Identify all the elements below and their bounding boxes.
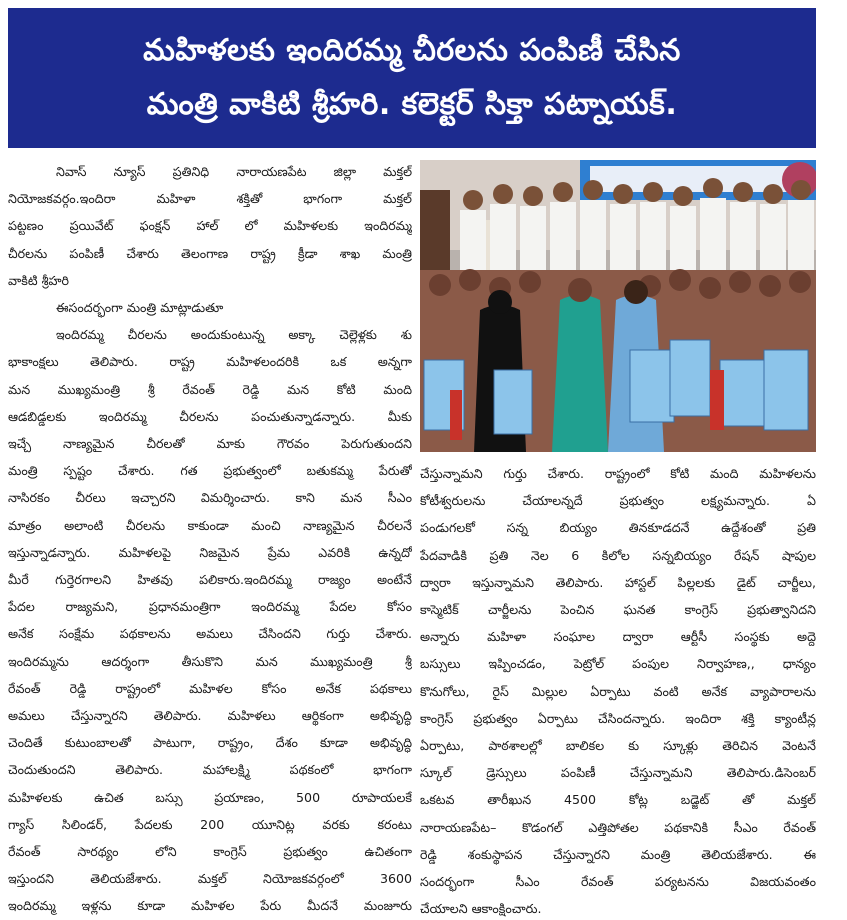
article-line: అన్నారు మహిళా సంఘాల ద్వారా ఆర్టీసీ సంస్థకు అద్దె [420, 629, 816, 645]
article-line: నాసిరకం చీరలు ఇచ్చారని విమర్శించారు. కాని మన సీఎం [8, 490, 412, 506]
article-line: ఈసందర్భంగా మంత్రి మాట్లాడుతూ [56, 300, 224, 316]
article-line: నారాయణపేట– కొడంగల్ ఎత్తిపోతల పథకానికి సీఎం రేవంత్ [420, 819, 816, 835]
headline-line-2: మంత్రి వాకిటి శ్రీహరి. కలెక్టర్ సిక్తా పట్నాయక్. [146, 87, 678, 122]
article-line: ఒకటవ తారీఖున 4500 కోట్ల బడ్జెట్ తో మక్తల్ [420, 792, 816, 808]
headline-line-1: మహిళలకు ఇందిరమ్మ చీరలను పంపిణీ చేసిన [143, 33, 681, 68]
article-line: ఇచ్చే నాణ్యమైన చీరలతో మాకు గౌరవం పెరుగుతుందని [8, 436, 412, 452]
article-line: భాకాంక్షలు తెలిపారు. రాష్ట్ర మహిళలందరికి ఒక అన్నగా [8, 354, 412, 370]
article-line: ఇస్తున్నాడన్నారు. మహిళలపై నిజమైన ప్రేమ ఎవరికి ఉన్నదో [8, 544, 412, 560]
article-line: మన ముఖ్యమంత్రి శ్రీ రేవంత్ రెడ్డి మన కోటి మంది [8, 381, 412, 397]
article-line: బస్సులు ఇప్పించడం, పెట్రోల్ పంపుల నిర్వాహణ,, ధాన్యం [420, 656, 816, 672]
article-line: ఇస్తుందని తెలియజేశారు. మక్తల్ నియోజకవర్గంలో 3600 [8, 871, 412, 887]
article-line: మాత్రం అలాంటి చీరలను కాకుండా మంచి నాణ్యమైన చీరలనే [8, 517, 412, 533]
article-left-column [8, 158, 412, 920]
article-line: అనేక సంక్షేమ పథకాలను అమలు చేసిందని గుర్తు చేశారు. [8, 626, 412, 642]
article-line: చీరలను పంపిణీ చేశారు తెలంగాణ రాష్ట్ర క్రీడా శాఖ మంత్రి [8, 245, 412, 261]
article-line: ఏర్పాటు, పాఠశాలల్లో బాలికల కు స్కూళ్లు తెరిచిన వెంటనే [420, 738, 816, 754]
article-line: గ్యాస్ సిలిండర్, పేదలకు 200 యూనిట్ల వరకు కరంటు [8, 816, 412, 832]
article-line: రెడ్డి శంకుస్థాపన చేస్తున్నారని మంత్రి తెలియజేశారు. ఈ [420, 846, 816, 862]
article-line: స్కూల్ డ్రెస్సులు పంపిణీ చేస్తున్నామని తెలిపారు.డిసెంబర్ [420, 765, 816, 781]
article-line: పేదల రాజ్యమని, ప్రధానమంత్రిగా ఇందిరమ్మ పేదల కోసం [8, 599, 412, 615]
article-line: రేవంత్ సారథ్యం లోని కాంగ్రెస్ ప్రభుత్వం ఉచితంగా [8, 844, 412, 860]
article-line: పండుగలకో సన్న బియ్యం తినకూడదనే ఉద్దేశంతో ప్రతి [420, 520, 816, 536]
article-line: పట్టణం ప్రయివేట్ ఫంక్షన్ హాల్ లో మహిళలకు ఇందిరమ్మ [8, 218, 412, 234]
article-line: ద్వారా ఇస్తున్నామని తెలిపారు. హాస్టల్ పిల్లలకు డైట్ చార్జీలు, [420, 574, 816, 590]
article-line: చేస్తున్నామని గుర్తు చేశారు. రాష్ట్రంలో కోటి మంది మహిళలను [420, 466, 816, 481]
article-line: మంత్రి స్పష్టం చేశారు. గత ప్రభుత్వంలో బతుకమ్మ పేరుతో [8, 463, 412, 479]
article-line: పేదవాడికి ప్రతి నెల 6 కిలోల సన్నబియ్యం రేషన్ షాపుల [420, 547, 816, 563]
article-line: మహిళలకు ఉచిత బస్సు ప్రయాణం, 500 రూపాయలకే [8, 789, 412, 805]
article-line: ఆడబిడ్డలకు ఇందిరమ్మ చీరలను పంచుతున్నాడన్నారు. మీకు [8, 408, 412, 424]
article-line: ఇందిరమ్మ చీరలను అందుకుంటున్న అక్కా చెల్లెళ్లకు శు [56, 327, 412, 343]
article-line: సందర్భంగా సీఎం రేవంత్ పర్యటనను విజయవంతం [420, 874, 816, 890]
article-line: ఇందిరమ్మ ఇళ్లను కూడా మహిళల పేరు మీదనే మంజూరు [8, 898, 412, 914]
article-line: రేవంత్ రెడ్డి రాష్ట్రంలో మహిళల కోసం అనేక పథకాలు [8, 680, 412, 696]
article-line: చెందుతుందని తెలిపారు. మహాలక్ష్మి పథకంలో భాగంగా [8, 762, 412, 778]
article-line: వాకిటి శ్రీహరి [8, 272, 69, 288]
event-photo-illustration [420, 160, 816, 452]
article-right-column [420, 460, 816, 920]
article-line: నివాస్ న్యూస్ ప్రతినిధి నారాయణపేట జిల్లా మక్తల్ [56, 164, 412, 179]
article-line: అమలు చేస్తున్నారని తెలిపారు. మహిళలు ఆర్థికంగా అభివృద్ధి [8, 708, 412, 724]
article-line: కొనుగోలు, రైస్ మిల్లుల ఏర్పాటు వంటి అనేక వ్యాపారాలను [420, 683, 816, 699]
article-line: నియోజకవర్గం.ఇందిరా మహిళా శక్తితో భాగంగా మక్తల్ [8, 191, 412, 207]
article-line: ఇందిరమ్మను ఆదర్శంగా తీసుకొని మన ముఖ్యమంత్రి శ్రీ [8, 653, 412, 669]
article-line: చెందితే కుటుంబాలతో పాటుగా, రాష్ట్రం, దేశం కూడా అభివృద్ధి [8, 735, 412, 751]
article-line: చేయాలని ఆకాంక్షించారు. [420, 901, 542, 917]
article-line: కాంగ్రెస్ ప్రభుత్వం ఏర్పాటు చేసిందన్నారు. ఇందిరా శక్తి క్యాంటీన్ల [420, 710, 816, 726]
article-line: కాస్మెటిక్ చార్జీలను పెంచిన ఘనత కాంగ్రెస్ ప్రభుత్వానిదని [420, 602, 816, 618]
article-line: కోటీశ్వరులను చేయాలన్నదే ప్రభుత్వం లక్ష్యమన్నారు. ఏ [420, 493, 816, 509]
headline-banner [8, 8, 816, 148]
article-line: మీరే గుర్తెరగాలని హితవు పలికారు.ఇందిరమ్మ రాజ్యం అంటేనే [8, 572, 412, 588]
event-photo [420, 160, 816, 452]
